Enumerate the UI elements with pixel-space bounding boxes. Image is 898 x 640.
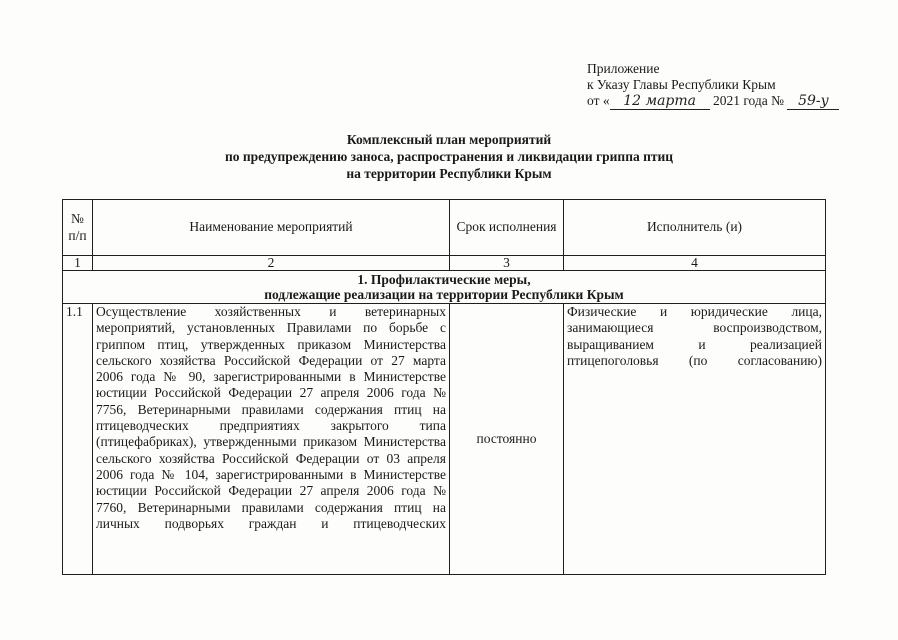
appendix-block <box>587 61 839 110</box>
handwritten-number: 59-у <box>787 93 839 110</box>
column-number: 4 <box>564 256 826 271</box>
date-prefix: от « <box>587 93 610 108</box>
appendix-date-line <box>587 93 839 110</box>
column-number: 1 <box>63 256 93 271</box>
table-header-row <box>63 200 826 256</box>
section-heading-row <box>63 271 826 304</box>
title-line-2: по предупреждению заноса, распространения и ликвидации гриппа птиц <box>224 149 674 164</box>
row-measure-name: Осуществление хозяйственных и ветеринарных мероприятий, установленных Правилами по борьбе с гриппом птиц, утвержденных приказом Министерства сельского хозяйства Российской Федерации от 27 марта 2006 года № 90, зарегистрированными в Министерстве юстиции Российской Федерации 27 апреля 2006 года № 7756, Ветеринарными правилами содержания птиц на птицеводческих предприятиях закрытого типа (птицефабриках), утвержденными приказом Министерства сельского хозяйства Российской Федерации от 03 апреля 2006 года № 104, зарегистрированными в Министерстве юстиции Российской Федерации 27 апреля 2006 года № 7760, Ветеринарными правилами содержания птиц на личных подворьях граждан и птицеводческих <box>93 304 450 575</box>
title-line-3: на территории Республики Крым <box>346 166 552 181</box>
appendix-reference: к Указу Главы Республики Крым <box>587 77 776 92</box>
section-heading-line-1: 1. Профилактические меры, <box>357 272 531 287</box>
row-deadline: постоянно <box>450 304 564 575</box>
column-number: 3 <box>450 256 564 271</box>
section-heading-line-2: подлежащие реализации на территории Республики Крым <box>264 287 624 302</box>
column-number: 2 <box>93 256 450 271</box>
header-measure-name: Наименование мероприятий <box>93 200 450 256</box>
row-executor: Физические и юридические лица, занимающиеся воспроизводством, выращиванием и реализацией птицепоголовья (по согласованию) <box>564 304 826 575</box>
row-number: 1.1 <box>63 304 93 575</box>
measures-table <box>62 199 826 575</box>
handwritten-date: 12 марта <box>610 93 710 110</box>
section-heading <box>63 271 826 304</box>
header-executor: Исполнитель (и) <box>564 200 826 256</box>
year-text: 2021 года № <box>712 93 785 108</box>
table-row <box>63 304 826 575</box>
title-line-1: Комплексный план мероприятий <box>346 132 552 147</box>
header-deadline: Срок исполнения <box>450 200 564 256</box>
document-title <box>0 131 898 182</box>
header-number: № п/п <box>63 200 93 256</box>
column-number-row <box>63 256 826 271</box>
appendix-title: Приложение <box>587 61 660 76</box>
